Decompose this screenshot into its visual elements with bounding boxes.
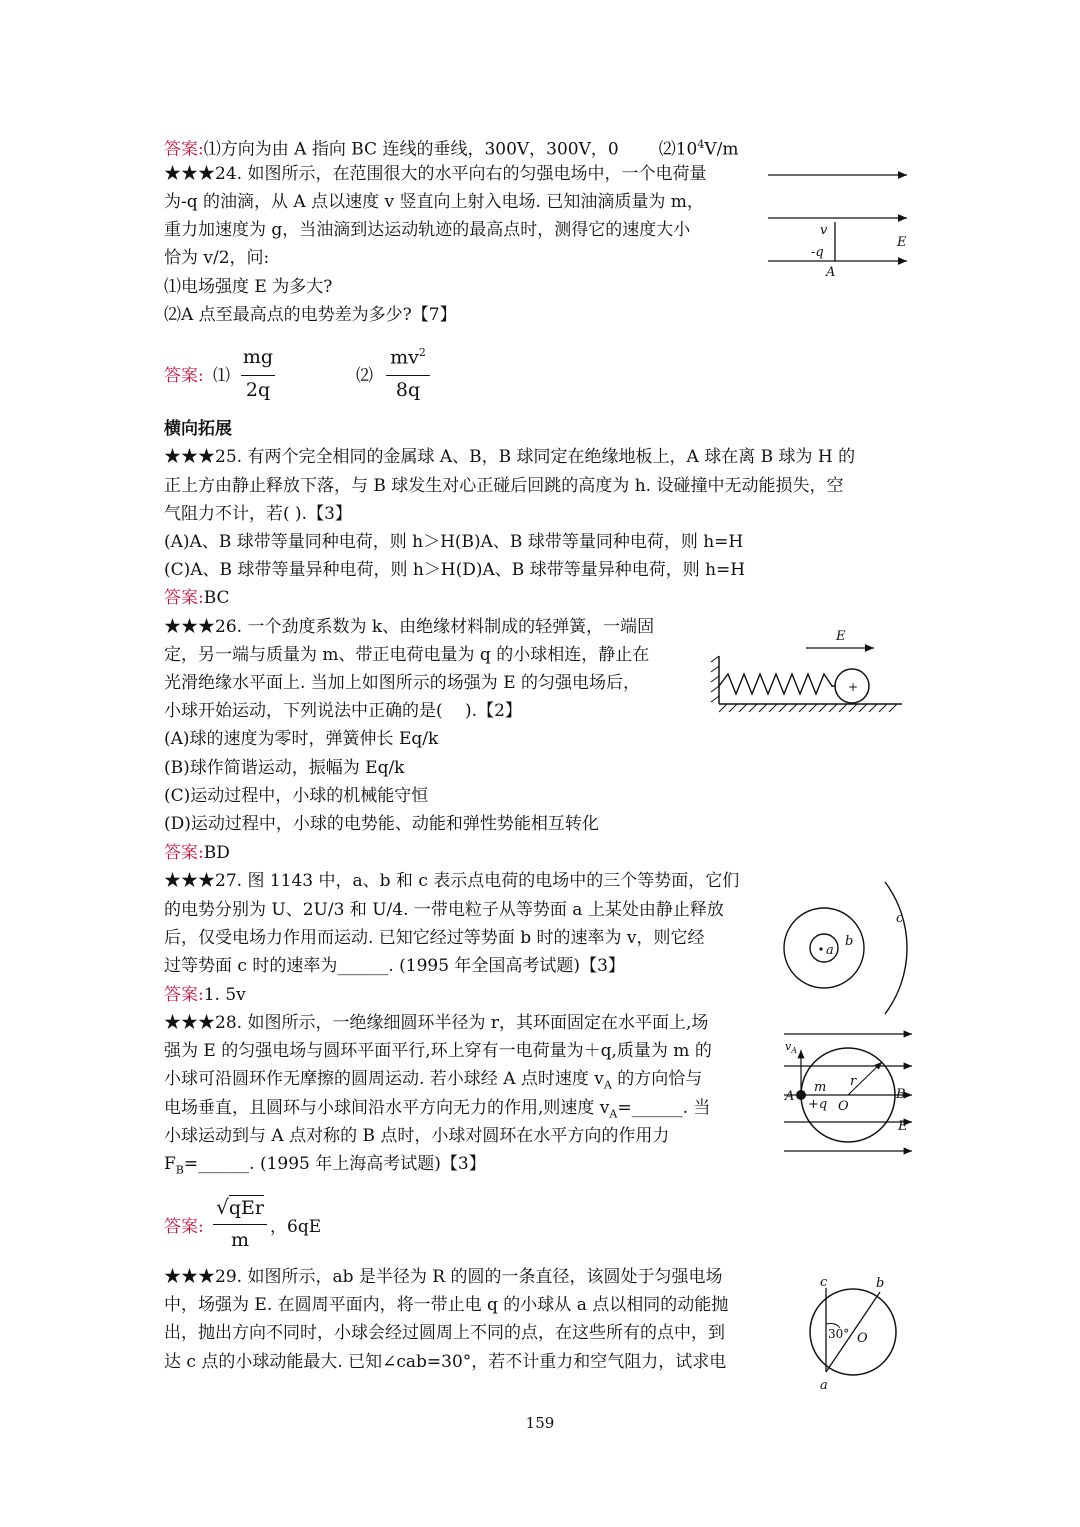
q29-line: 达 c 点的小球动能最大. 已知∠cab=30°，若不计重力和空气阻力，试求电	[164, 1352, 727, 1372]
q26-line: ★★★26. 一个劲度系数为 k、由绝缘材料制成的轻弹簧，一端固	[164, 617, 655, 637]
label-B: B	[896, 1087, 906, 1102]
label-a: a	[820, 1378, 828, 1393]
q26-line: 定，另一端与质量为 m、带正电荷电量为 q 的小球相连，静止在	[164, 645, 650, 665]
q23-answer: 答案:⑴方向为由 A 指向 BC 连线的垂线，300V，300V，0 $⑵10^4V/m$	[164, 138, 739, 160]
q27-line: 过等势面 c 时的速率为______. (1995 年全国高考试题)【3】	[164, 956, 625, 976]
q29-line: 出，抛出方向不同时，小球会经过圆周上不同的点，在这些所有的点中，到	[164, 1323, 725, 1343]
label-c: c	[896, 911, 904, 926]
q28-line: 小球可沿圆环作无摩擦的圆周运动. 若小球经 A 点时速度 $v_A$ 的方向恰与	[164, 1069, 703, 1092]
q29-line: 中，场强为 E. 在圆周平面内，将一带止电 q 的小球从 a 点以相同的动能抛	[164, 1295, 729, 1315]
q25-option: (C)A、B 球带等量异种电荷，则 h＞H(D)A、B 球带等量异种电荷，则 h=H	[164, 560, 746, 580]
label-O: O	[857, 1331, 868, 1346]
q26-figure	[714, 626, 904, 718]
label-E: E	[897, 235, 907, 250]
section-title: 横向拓展	[164, 419, 232, 439]
label-b: b	[845, 934, 854, 949]
q27-line: ★★★27. 图 1143 中，a、b 和 c 表示点电荷的电场中的三个等势面，它们	[164, 871, 740, 891]
q25-line: ★★★25. 有两个完全相同的金属球 A、B，B 球同定在绝缘地板上，A 球在离 B 球为 H 的	[164, 447, 856, 467]
q29-line: ★★★29. 如图所示，ab 是半径为 R 的圆的一条直径，该圆处于匀强电场	[164, 1267, 723, 1287]
q28-line: 强为 E 的匀强电场与圆环平面平行,环上穿有一电荷量为＋q,质量为 m 的	[164, 1041, 712, 1061]
q24-figure	[765, 164, 915, 284]
label-E: E	[898, 1119, 908, 1134]
answer-text: ⑴方向为由 A 指向 BC 连线的垂线，300V，300V，0	[203, 139, 619, 160]
q29-figure	[808, 1272, 898, 1392]
label-angle: 30°	[828, 1327, 850, 1341]
q24-line: 为-q 的油滴，从 A 点以速度 v 竖直向上射入电场. 已知油滴质量为 m，	[164, 192, 704, 212]
q26-line: 光滑绝缘水平面上. 当加上如图所示的场强为 E 的匀强电场后，	[164, 673, 641, 693]
answer-label: 答案:	[164, 366, 204, 386]
q27-figure	[780, 880, 920, 1020]
label-A: A	[826, 265, 836, 280]
label-r: r	[850, 1074, 857, 1089]
fraction: mg 2q	[242, 346, 274, 401]
label-m: m	[814, 1080, 827, 1095]
label-vA: $v_A$	[785, 1040, 797, 1055]
label-b: b	[876, 1276, 885, 1291]
q26-option: (D)运动过程中，小球的电势能、动能和弹性势能相互转化	[164, 814, 599, 834]
q25-line: 气阻力不计，若( ).【3】	[164, 504, 352, 524]
label-q: -q	[811, 245, 824, 260]
label-a: a	[826, 943, 834, 958]
q28-line: 电场垂直，且圆环与小球间沿水平方向无力的作用,则速度 $v_A=\_\_\_\_\_\_$. 当	[164, 1098, 711, 1121]
q28-line: 小球运动到与 A 点对称的 B 点时，小球对圆环在水平方向的作用力	[164, 1126, 670, 1146]
answer-label: 答案:	[164, 985, 204, 1005]
q28-line: $F_B=\_\_\_\_\_\_$. (1995 年上海高考试题)【3】	[164, 1154, 486, 1177]
q27-answer: 答案:1. 5v	[164, 985, 246, 1005]
fraction: √qEr m	[213, 1193, 267, 1253]
q26-option: (A)球的速度为零时，弹簧伸长 Eq/k	[164, 729, 439, 749]
q25-line: 正上方由静止释放下落，与 B 球发生对心正碰后回跳的高度为 h. 设碰撞中无动能损失，空	[164, 476, 844, 496]
q25-option: (A)A、B 球带等量同种电荷，则 h＞H(B)A、B 球带等量同种电荷，则 h=H	[164, 532, 744, 552]
q24-line: ★★★24. 如图所示，在范围很大的水平向右的匀强电场中，一个电荷量	[164, 164, 707, 184]
q28-figure	[782, 1030, 917, 1155]
answer-label: 答案:	[164, 588, 204, 608]
charge-point	[819, 947, 822, 950]
spring	[719, 674, 836, 694]
plus-sign: +	[848, 680, 859, 694]
answer-text: ⑵10	[658, 139, 698, 160]
q28-line: ★★★28. 如图所示，一绝缘细圆环半径为 r，其环面固定在水平面上,场	[164, 1013, 709, 1033]
label-q: +q	[808, 1097, 828, 1112]
q26-line: 小球开始运动，下列说法中正确的是( ).【2】	[164, 701, 522, 721]
q26-answer: 答案:BD	[164, 843, 230, 863]
q24-line: ⑵A 点至最高点的电势差为多少?【7】	[164, 305, 457, 325]
q24-line: 恰为 v/2，问:	[164, 248, 270, 268]
label-E: E	[836, 629, 846, 644]
label-c: c	[820, 1275, 828, 1290]
answer-label: 答案:	[164, 843, 204, 863]
label-A: A	[785, 1089, 795, 1104]
equipotential-c	[885, 882, 907, 1014]
q25-answer: 答案:BC	[164, 588, 230, 608]
label-O: O	[838, 1099, 849, 1114]
q24-line: 重力加速度为 g，当油滴到达运动轨迹的最高点时，测得它的速度大小	[164, 220, 691, 240]
answer-label: 答案:	[164, 1217, 204, 1237]
fraction: $mv^2$ 8q	[386, 346, 430, 402]
page-number: 159	[525, 1414, 555, 1432]
ball	[796, 1090, 806, 1100]
q24-line: ⑴电场强度 E 为多大?	[164, 277, 333, 297]
equipotential-a	[810, 934, 838, 962]
label-v: v	[820, 223, 828, 238]
answer-label: 答案:	[164, 139, 204, 160]
q26-option: (C)运动过程中，小球的机械能守恒	[164, 786, 429, 806]
q27-line: 的电势分别为 U、2U/3 和 U/4. 一带电粒子从等势面 a 上某处由静止释放	[164, 900, 724, 920]
q26-option: (B)球作简谐运动，振幅为 Eq/k	[164, 758, 405, 778]
q27-line: 后，仅受电场力作用而运动. 已知它经过等势面 b 时的速率为 v，则它经	[164, 928, 705, 948]
